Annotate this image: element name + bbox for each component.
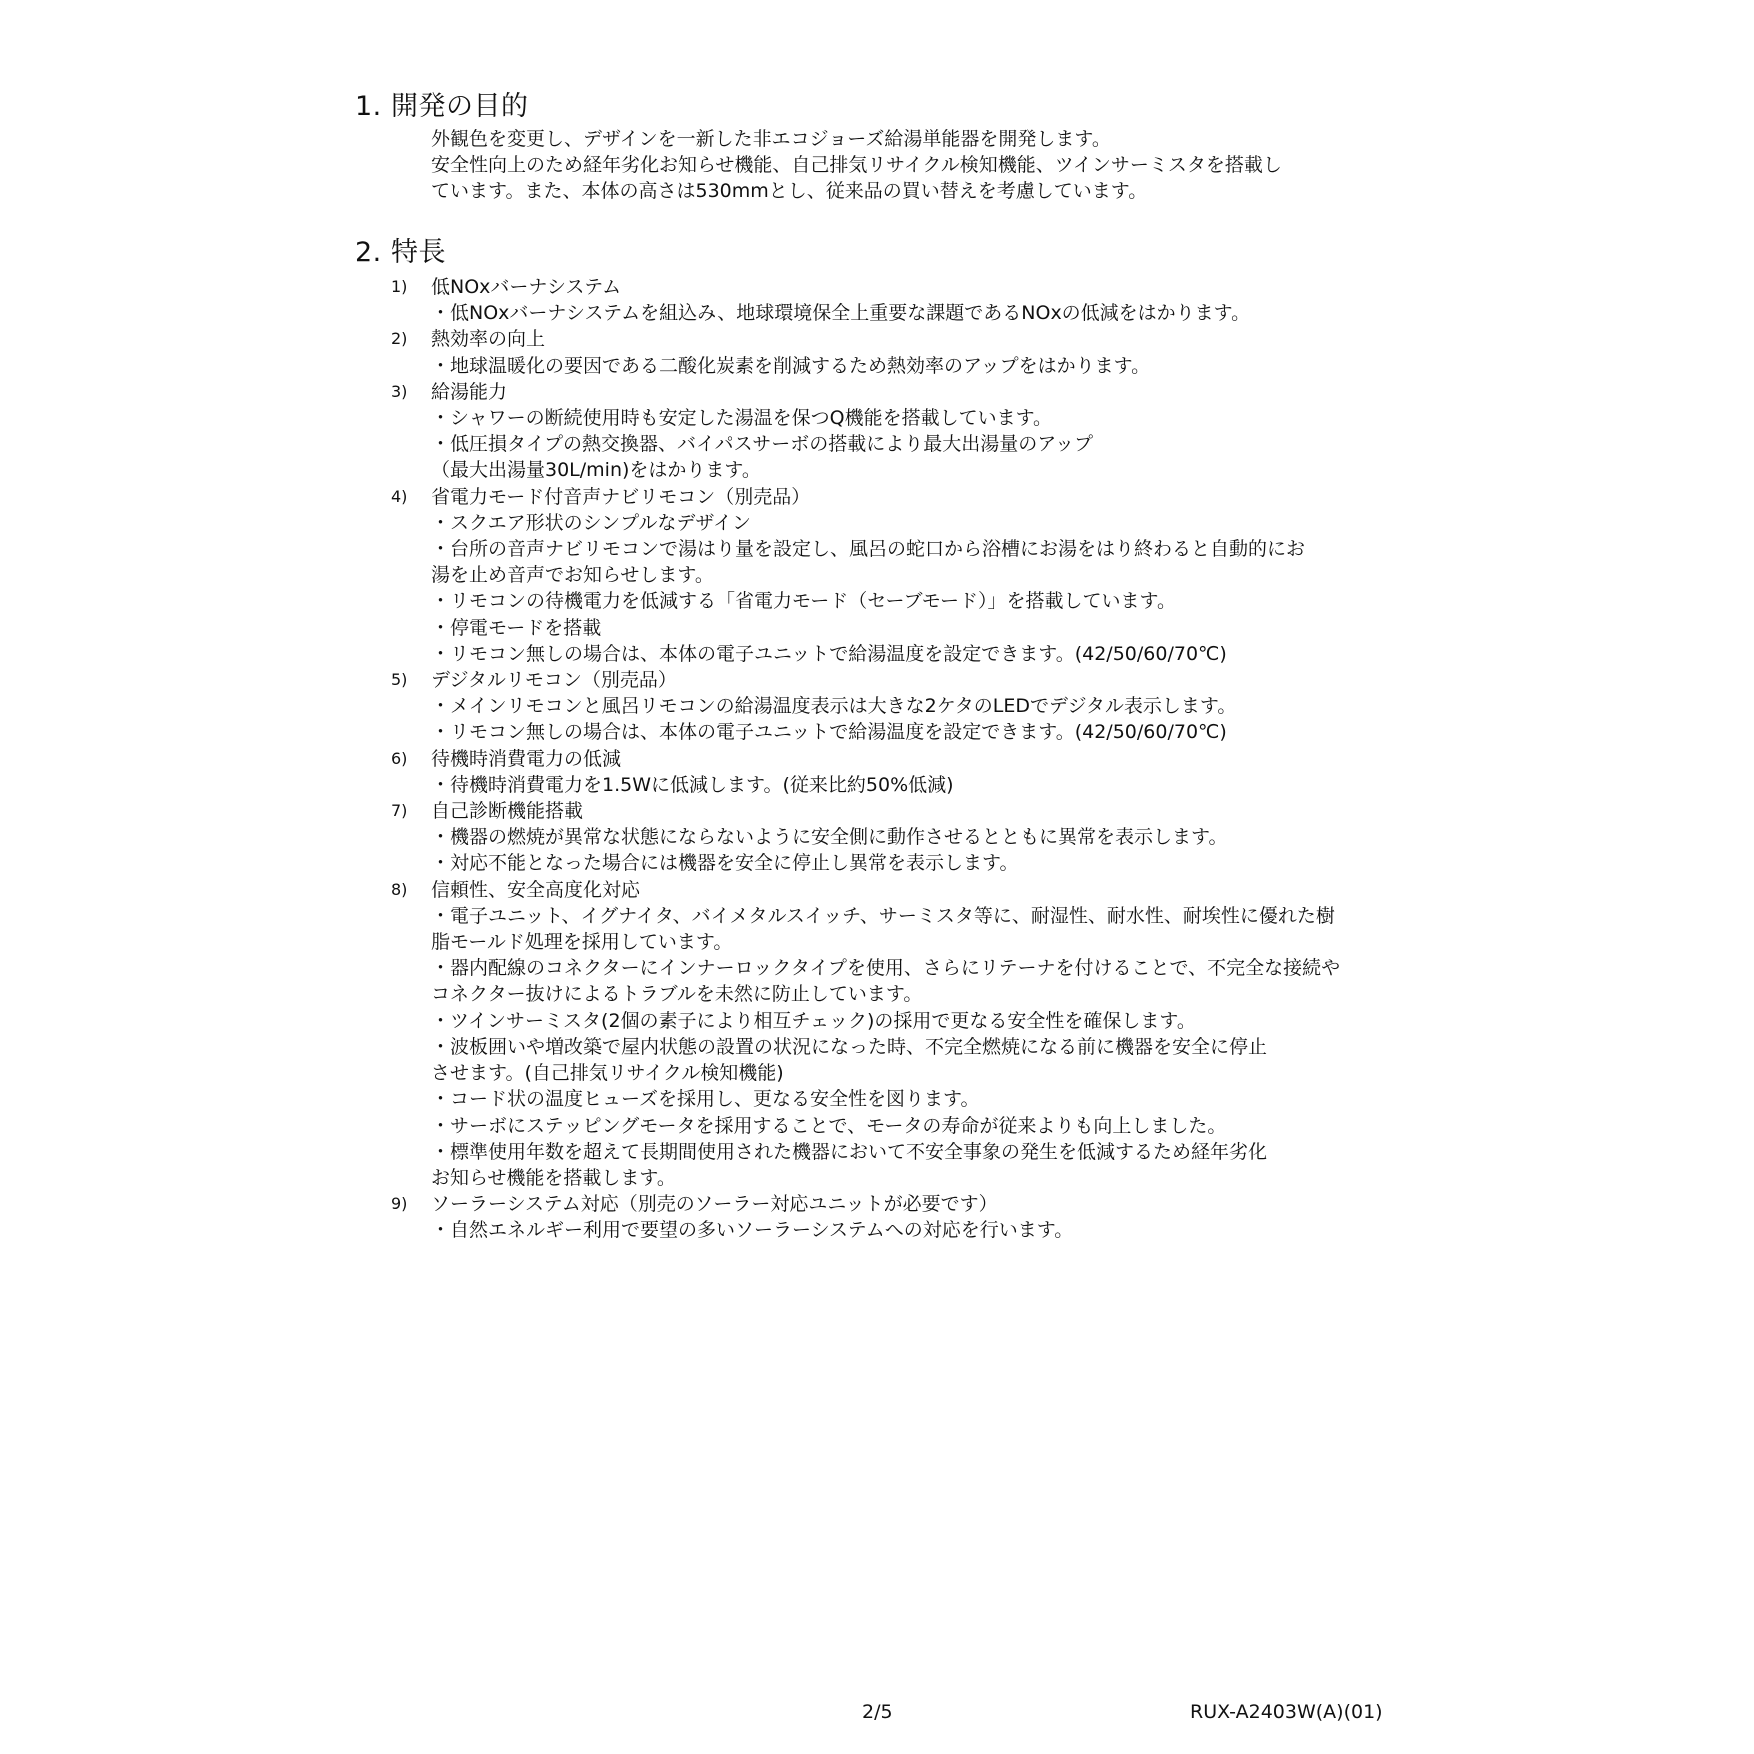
feature-item-line: ・スクエア形状のシンプルなデザイン <box>431 511 752 534</box>
feature-item-line: ・機器の燃焼が異常な状態にならないように安全側に動作させるとともに異常を表示します。 <box>431 826 1228 849</box>
feature-item-line: ・波板囲いや増改築で屋内状態の設置の状況になった時、不完全燃焼になる前に機器を安全に停止 <box>431 1035 1268 1058</box>
feature-item-line: 湯を止め音声でお知らせします。 <box>431 564 714 587</box>
feature-item-line: コネクター抜けによるトラブルを未然に防止しています。 <box>431 983 923 1006</box>
feature-item-heading <box>355 798 1435 824</box>
feature-item-number: 8) <box>391 879 408 899</box>
section-features <box>355 234 1435 1244</box>
section-development-purpose <box>355 88 1435 204</box>
feature-item-body <box>355 903 1435 1191</box>
feature-item-number: 1) <box>391 277 408 296</box>
feature-item-heading <box>355 326 1435 352</box>
feature-item-line: ・対応不能となった場合には機器を安全に停止し異常を表示します。 <box>431 852 1019 875</box>
feature-item <box>355 746 1435 798</box>
feature-item-title: 自己診断機能搭載 <box>431 800 584 823</box>
feature-item-body <box>355 353 1435 379</box>
feature-item-body <box>355 693 1435 745</box>
feature-item-line: ・台所の音声ナビリモコンで湯はり量を設定し、風呂の蛇口から浴槽にお湯をはり終わると自動的にお <box>431 538 1306 561</box>
feature-item-body <box>355 1217 1435 1243</box>
feature-item-line: ・リモコン無しの場合は、本体の電子ユニットで給湯温度を設定できます。(42/50/60/70℃) <box>431 642 1227 665</box>
feature-item-title: ソーラーシステム対応（別売のソーラー対応ユニットが必要です） <box>431 1193 998 1216</box>
feature-item-line: ・地球温暖化の要因である二酸化炭素を削減するため熱効率のアップをはかります。 <box>431 354 1151 377</box>
feature-item-number: 6) <box>391 748 408 768</box>
section-title: 特長 <box>391 237 446 268</box>
feature-item-body <box>355 405 1435 484</box>
feature-item-number: 3) <box>391 381 408 401</box>
feature-item-number: 2) <box>391 329 408 349</box>
feature-item-title: 信頼性、安全高度化対応 <box>431 878 641 901</box>
feature-item-line: させます。(自己排気リサイクル検知機能) <box>431 1062 784 1085</box>
feature-item-body <box>355 824 1435 876</box>
feature-item-title: 低NOxバーナシステム <box>431 276 622 298</box>
feature-item-line: ・低圧損タイプの熱交換器、バイパスサーボの搭載により最大出湯量のアップ <box>431 433 1093 456</box>
feature-item <box>355 1191 1435 1243</box>
feature-item-body <box>355 510 1435 667</box>
feature-item-body <box>355 772 1435 798</box>
feature-item <box>355 379 1435 484</box>
section-body <box>431 126 1435 204</box>
feature-item-line: ・器内配線のコネクターにインナーロックタイプを使用、さらにリテーナを付けることで、不完全な接続や <box>431 957 1341 980</box>
feature-item-body <box>355 300 1435 326</box>
feature-item-line: ・リモコン無しの場合は、本体の電子ユニットで給湯温度を設定できます。(42/50/60/70℃) <box>431 721 1227 744</box>
paragraph-line: ています。また、本体の高さは530mmとし、従来品の買い替えを考慮しています。 <box>431 180 1148 202</box>
feature-list <box>355 274 1435 1244</box>
feature-item-heading <box>355 379 1435 405</box>
feature-item-line: ・低NOxバーナシステムを組込み、地球環境保全上重要な課題であるNOxの低減をはかります。 <box>431 302 1251 325</box>
feature-item-line: ・サーボにステッピングモータを採用することで、モータの寿命が従来よりも向上しました。 <box>431 1114 1227 1137</box>
feature-item-line: 脂モールド処理を採用しています。 <box>431 931 733 954</box>
page-number: 2/5 <box>862 1701 893 1723</box>
feature-item <box>355 274 1435 326</box>
feature-item-line: ・メインリモコンと風呂リモコンの給湯温度表示は大きな2ケタのLEDでデジタル表示します。 <box>431 695 1237 718</box>
section-number: 2. <box>355 237 382 268</box>
feature-item-title: 熱効率の向上 <box>431 328 546 351</box>
feature-item-line: ・電子ユニット、イグナイタ、バイメタルスイッチ、サーミスタ等に、耐湿性、耐水性、耐埃性に優れた樹 <box>431 904 1335 927</box>
feature-item-number: 7) <box>391 801 408 821</box>
document-code: RUX-A2403W(A)(01) <box>1190 1701 1383 1723</box>
feature-item <box>355 667 1435 746</box>
feature-item-heading <box>355 484 1435 510</box>
feature-item <box>355 326 1435 378</box>
feature-item-number: 9) <box>391 1194 408 1214</box>
feature-item-line: ・自然エネルギー利用で要望の多いソーラーシステムへの対応を行います。 <box>431 1219 1074 1242</box>
section-heading <box>355 234 1435 272</box>
feature-item-heading <box>355 746 1435 772</box>
feature-item-heading <box>355 1191 1435 1217</box>
paragraph-line: 安全性向上のため経年劣化お知らせ機能、自己排気リサイクル検知機能、ツインサーミスタを搭載し <box>431 154 1282 176</box>
section-heading <box>355 88 1435 126</box>
feature-item-line: ・ツインサーミスタ(2個の素子により相互チェック)の採用で更なる安全性を確保します。 <box>431 1009 1196 1032</box>
feature-item-line: ・リモコンの待機電力を低減する「省電力モード（セーブモード）」を搭載しています。 <box>431 590 1176 613</box>
feature-item-number: 4) <box>391 486 408 506</box>
document-content <box>355 88 1435 1244</box>
feature-item-line: ・標準使用年数を超えて長期間使用された機器において不安全事象の発生を低減するため経年劣化 <box>431 1140 1268 1163</box>
feature-item-number: 5) <box>391 670 408 690</box>
feature-item-heading <box>355 667 1435 693</box>
feature-item-line: ・コード状の温度ヒューズを採用し、更なる安全性を図ります。 <box>431 1088 980 1111</box>
feature-item <box>355 877 1435 1191</box>
section-title: 開発の目的 <box>391 91 529 122</box>
feature-item <box>355 484 1435 667</box>
feature-item-title: 待機時消費電力の低減 <box>431 747 622 770</box>
feature-item-title: デジタルリモコン（別売品） <box>431 669 677 692</box>
feature-item-line: お知らせ機能を搭載します。 <box>431 1166 676 1189</box>
feature-item-heading <box>355 274 1435 300</box>
feature-item-line: ・シャワーの断続使用時も安定した湯温を保つQ機能を搭載しています。 <box>431 407 1053 430</box>
feature-item-line: ・停電モードを搭載 <box>431 616 602 639</box>
feature-item-line: ・待機時消費電力を1.5Wに低減します。(従来比約50%低減) <box>431 773 954 796</box>
feature-item-title: 省電力モード付音声ナビリモコン（別売品） <box>431 485 811 508</box>
feature-item-title: 給湯能力 <box>431 380 508 403</box>
feature-item-heading <box>355 877 1435 903</box>
feature-item-line: （最大出湯量30L/min)をはかります。 <box>431 459 761 482</box>
paragraph-line: 外観色を変更し、デザインを一新した非エコジョーズ給湯単能器を開発します。 <box>431 128 1111 150</box>
feature-item <box>355 798 1435 877</box>
section-number: 1. <box>355 91 382 122</box>
